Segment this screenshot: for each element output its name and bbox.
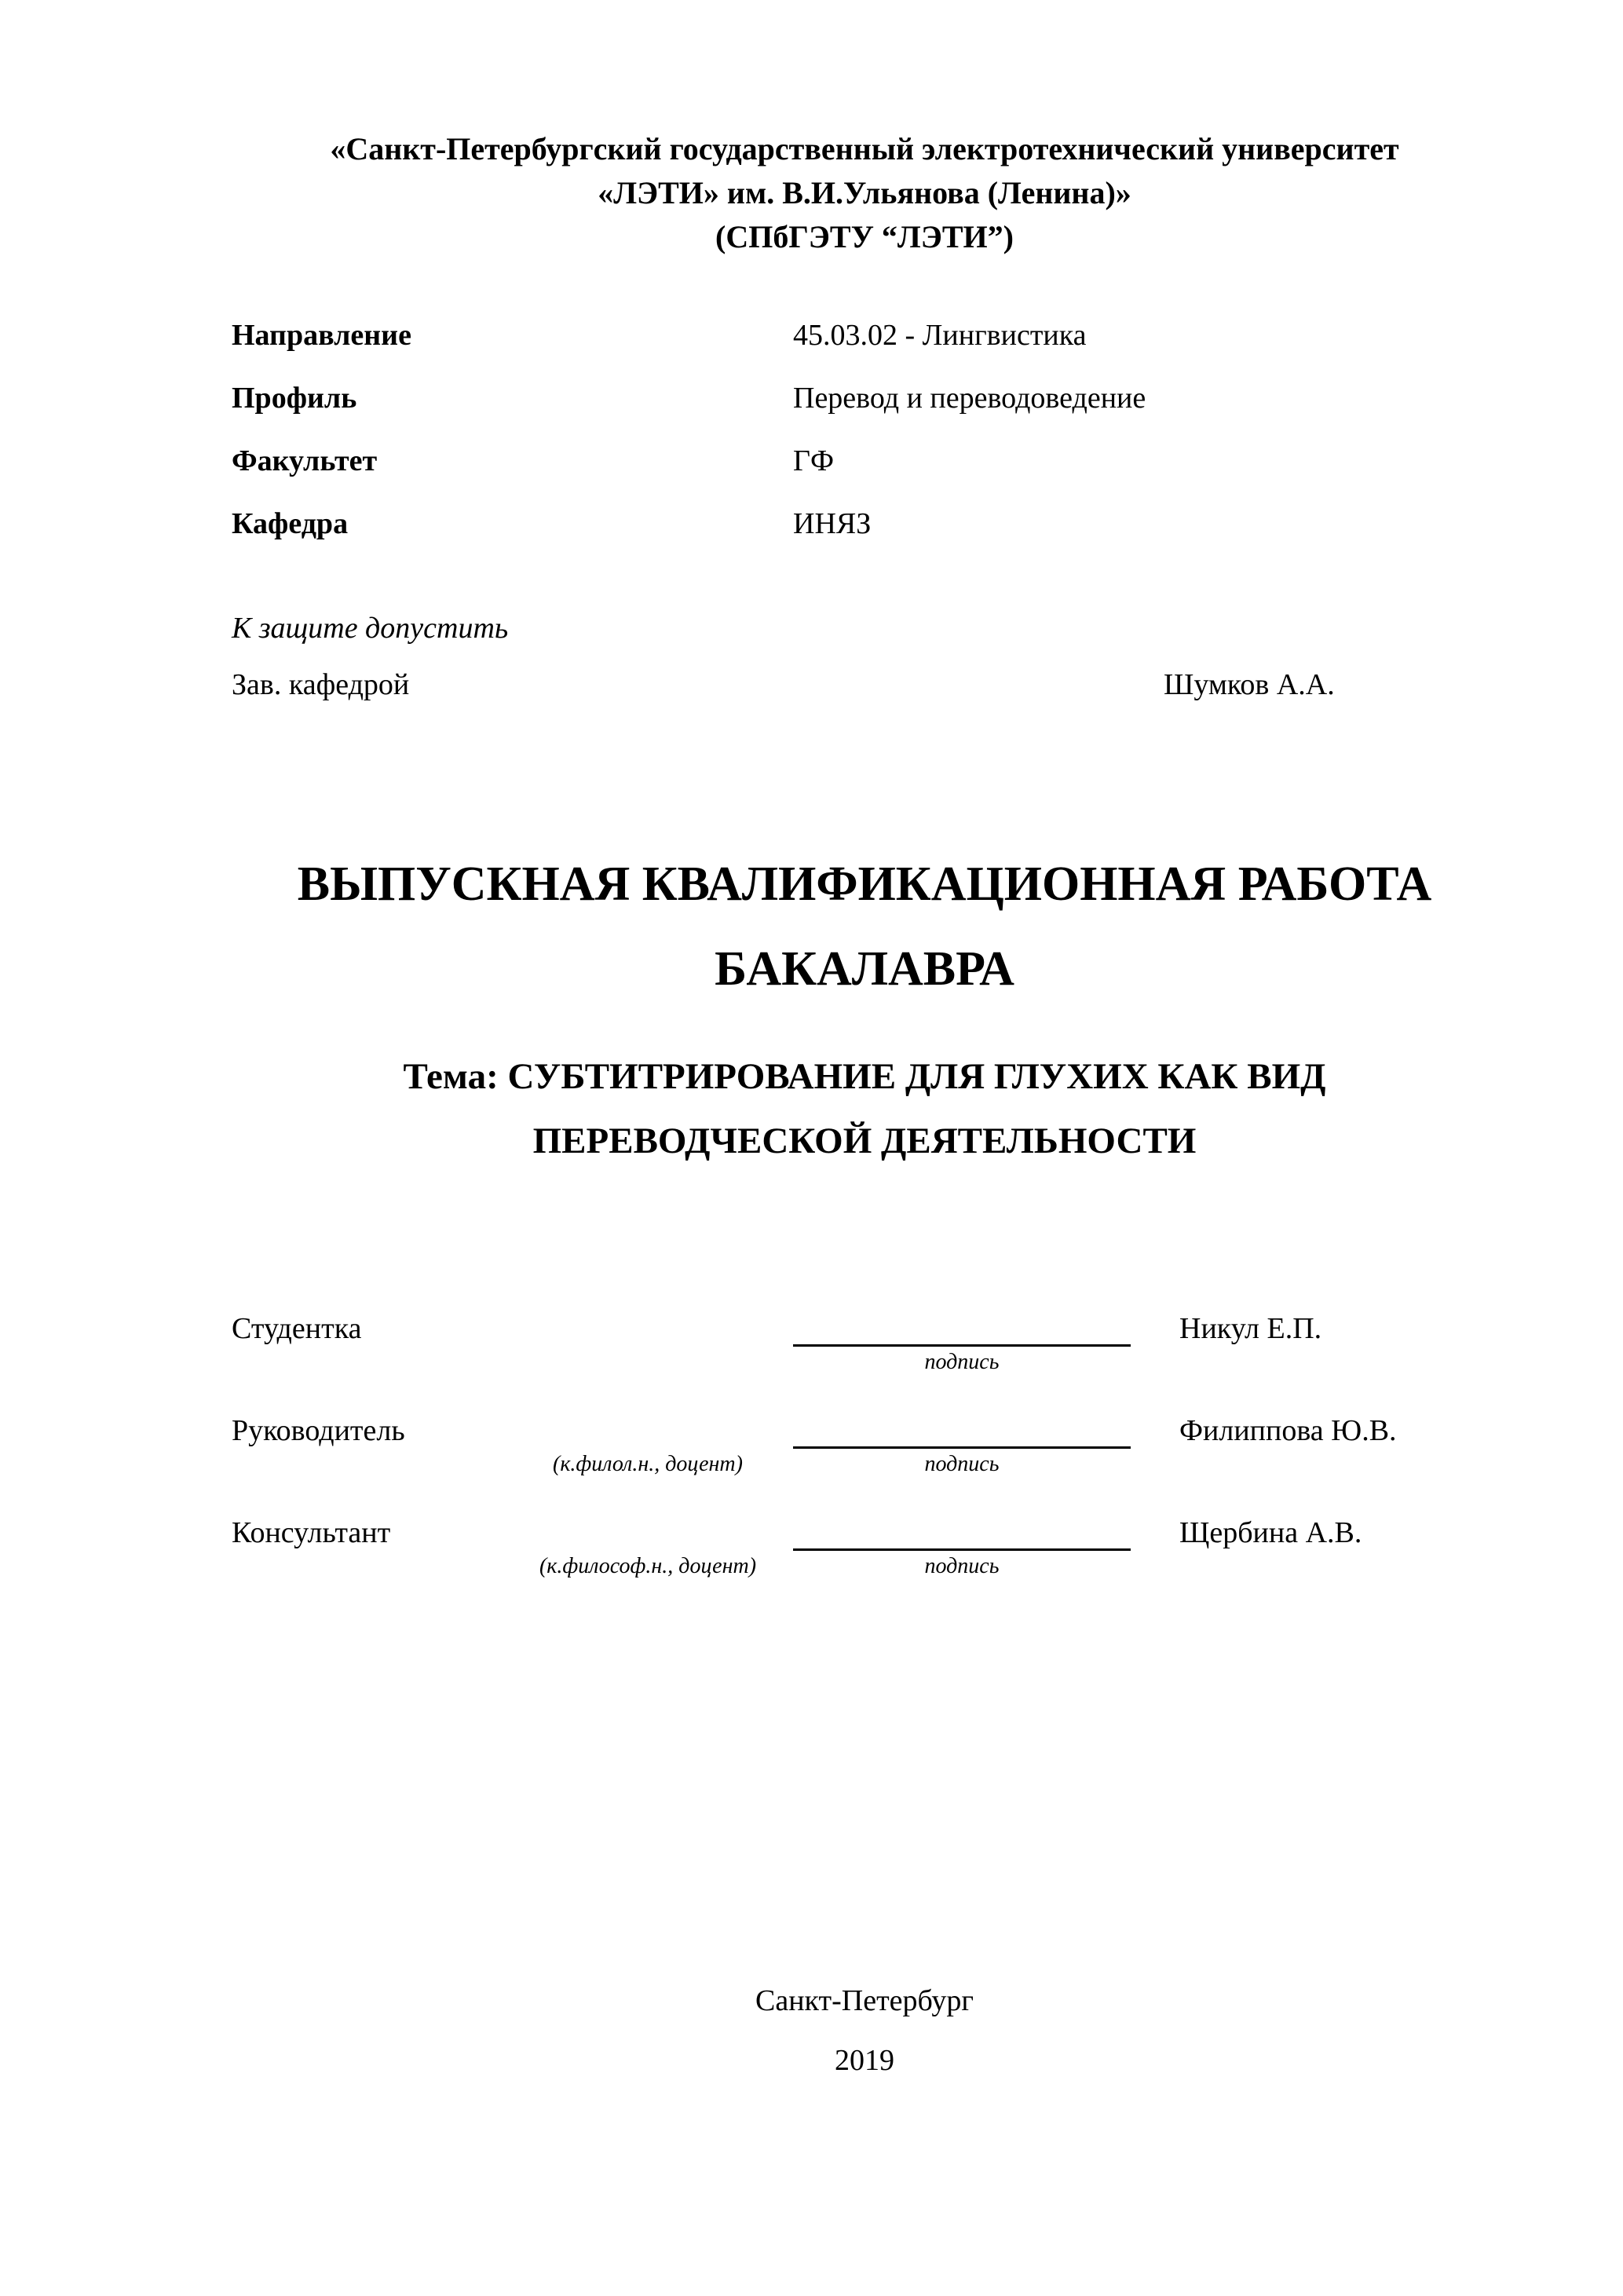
- student-signature-line: [793, 1319, 1131, 1347]
- info-row-direction: [232, 317, 1497, 380]
- university-name-line2: «ЛЭТИ» им. В.И.Ульянова (Ленина)»: [598, 175, 1131, 210]
- university-name-line1: «Санкт-Петербургский государственный электротехнический университет: [330, 131, 1399, 166]
- footer-year: 2019: [835, 2044, 894, 2077]
- admission-statement: К защите допустить: [232, 612, 509, 645]
- main-title: [232, 842, 1497, 1011]
- department-head-name: Шумков А.А.: [1164, 668, 1335, 701]
- consultant-signature-caption: подпись: [924, 1554, 1000, 1578]
- direction-value: 45.03.02 - Лингвистика: [793, 319, 1087, 352]
- main-title-line2: БАКАЛАВРА: [715, 942, 1014, 996]
- footer-city: Санкт-Петербург: [755, 1984, 974, 2017]
- consultant-role-label: Консультант: [232, 1516, 391, 1549]
- program-info: [232, 317, 1497, 569]
- department-label: Кафедра: [232, 507, 349, 540]
- student-role-label: Студентка: [232, 1312, 362, 1345]
- info-row-department: [232, 506, 1497, 569]
- profile-label: Профиль: [232, 382, 357, 415]
- footer: [232, 1971, 1497, 2090]
- supervisor-signature-line: [793, 1421, 1131, 1449]
- main-title-line1: ВЫПУСКНАЯ КВАЛИФИКАЦИОННАЯ РАБОТА: [297, 857, 1432, 911]
- supervisor-degree-label: (к.филол.н., доцент): [553, 1452, 743, 1476]
- thesis-topic: [232, 1044, 1497, 1173]
- topic-line2: ПЕРЕВОДЧЕСКОЙ ДЕЯТЕЛЬНОСТИ: [532, 1121, 1197, 1161]
- signature-row-consultant: [232, 1509, 1497, 1611]
- consultant-degree-label: (к.философ.н., доцент): [539, 1554, 757, 1578]
- university-header: [232, 127, 1497, 259]
- department-head-label: Зав. кафедрой: [232, 668, 410, 701]
- faculty-label: Факультет: [232, 444, 378, 477]
- department-value: ИНЯЗ: [793, 507, 872, 540]
- supervisor-name: Филиппова Ю.В.: [1179, 1414, 1397, 1447]
- topic-line1: Тема: СУБТИТРИРОВАНИЕ ДЛЯ ГЛУХИХ КАК ВИД: [403, 1056, 1326, 1097]
- consultant-name: Щербина А.В.: [1179, 1516, 1362, 1549]
- student-name: Никул Е.П.: [1179, 1312, 1322, 1345]
- signature-row-supervisor: [232, 1407, 1497, 1509]
- faculty-value: ГФ: [793, 444, 834, 477]
- supervisor-signature-caption: подпись: [924, 1452, 1000, 1476]
- info-row-profile: [232, 380, 1497, 443]
- student-signature-caption: подпись: [924, 1350, 1000, 1374]
- signature-row-student: [232, 1305, 1497, 1407]
- direction-label: Направление: [232, 319, 411, 352]
- consultant-signature-line: [793, 1523, 1131, 1551]
- supervisor-role-label: Руководитель: [232, 1414, 405, 1447]
- info-row-faculty: [232, 443, 1497, 506]
- admission-row: [232, 661, 1497, 708]
- profile-value: Перевод и переводоведение: [793, 382, 1146, 415]
- university-abbreviation: (СПбГЭТУ “ЛЭТИ”): [715, 219, 1014, 254]
